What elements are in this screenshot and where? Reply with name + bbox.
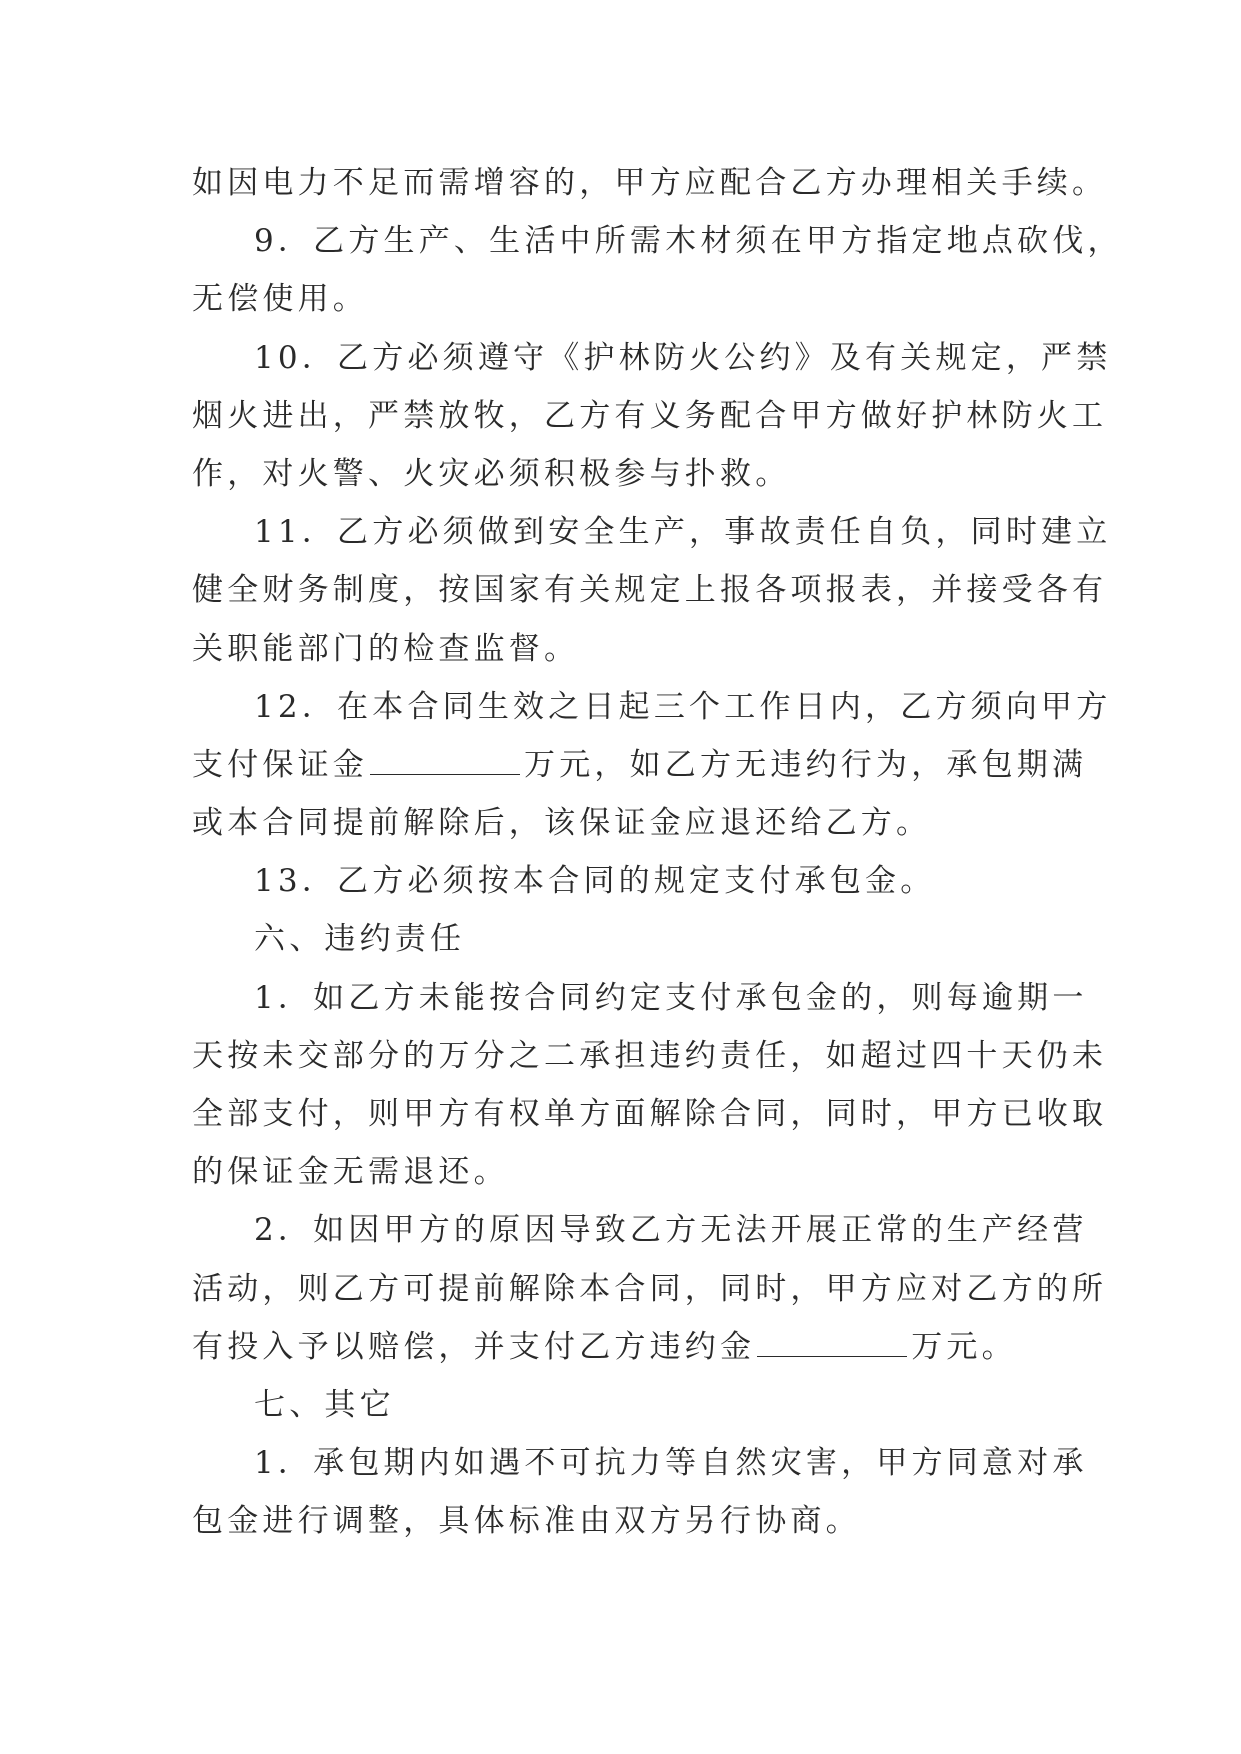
text-line: 作，对火警、火灾必须积极参与扑救。: [192, 455, 791, 492]
text-line: 天按未交部分的万分之二承担违约责任，如超过四十天仍未: [192, 1037, 1108, 1074]
text-line: 包金进行调整，具体标准由双方另行协商。: [192, 1503, 861, 1540]
text-line: 或本合同提前解除后，该保证金应退还给乙方。: [192, 805, 932, 842]
penalty-amount-blank: [757, 1326, 907, 1357]
text-line: 如因电力不足而需增容的，甲方应配合乙方办理相关手续。: [192, 165, 1108, 201]
text-line: 的保证金无需退还。: [192, 1154, 509, 1191]
clause-13-line: 13．乙方必须按本合同的规定支付承包金。: [254, 863, 936, 900]
deposit-text-before: 支付保证金: [192, 746, 368, 783]
section-heading-other: 七、其它: [254, 1386, 395, 1423]
text-line: 全部支付，则甲方有权单方面解除合同，同时，甲方已收取: [192, 1096, 1108, 1132]
text-line: 活动，则乙方可提前解除本合同，同时，甲方应对乙方的所: [192, 1270, 1108, 1307]
text-line: 烟火进出，严禁放牧，乙方有义务配合甲方做好护林防火工: [192, 397, 1108, 434]
breach-clause-2-line: 2．如因甲方的原因导致乙方无法开展正常的生产经营: [254, 1212, 1088, 1249]
breach-clause-1-line: 1．如乙方未能按合同约定支付承包金的，则每逾期一: [254, 979, 1088, 1016]
clause-11-line: 11．乙方必须做到安全生产，事故责任自负，同时建立: [254, 514, 1112, 551]
deposit-text-after: 万元，如乙方无违约行为，承包期满: [524, 746, 1088, 783]
text-line: 健全财务制度，按国家有关规定上报各项报表，并接受各有: [192, 572, 1108, 609]
text-line: 无偿使用。: [192, 281, 368, 318]
text-line: 关职能部门的检查监督。: [192, 630, 580, 667]
deposit-amount-blank: [370, 744, 520, 775]
clause-9-line: 9．乙方生产、生活中所需木材须在甲方指定地点砍伐，: [254, 223, 1123, 260]
clause-12-line: 12．在本合同生效之日起三个工作日内，乙方须向甲方: [254, 688, 1112, 725]
penalty-line: [192, 1318, 1072, 1376]
penalty-text-after: 万元。: [911, 1328, 1017, 1365]
penalty-text-before: 有投入予以赔偿，并支付乙方违约金: [192, 1328, 756, 1365]
deposit-line: [192, 736, 1088, 794]
section-heading-breach: 六、违约责任: [254, 921, 466, 958]
clause-10-line: 10．乙方必须遵守《护林防火公约》及有关规定，严禁: [254, 339, 1112, 376]
other-clause-1-line: 1．承包期内如遇不可抗力等自然灾害，甲方同意对承: [254, 1445, 1088, 1482]
document-body: [192, 154, 1123, 1551]
